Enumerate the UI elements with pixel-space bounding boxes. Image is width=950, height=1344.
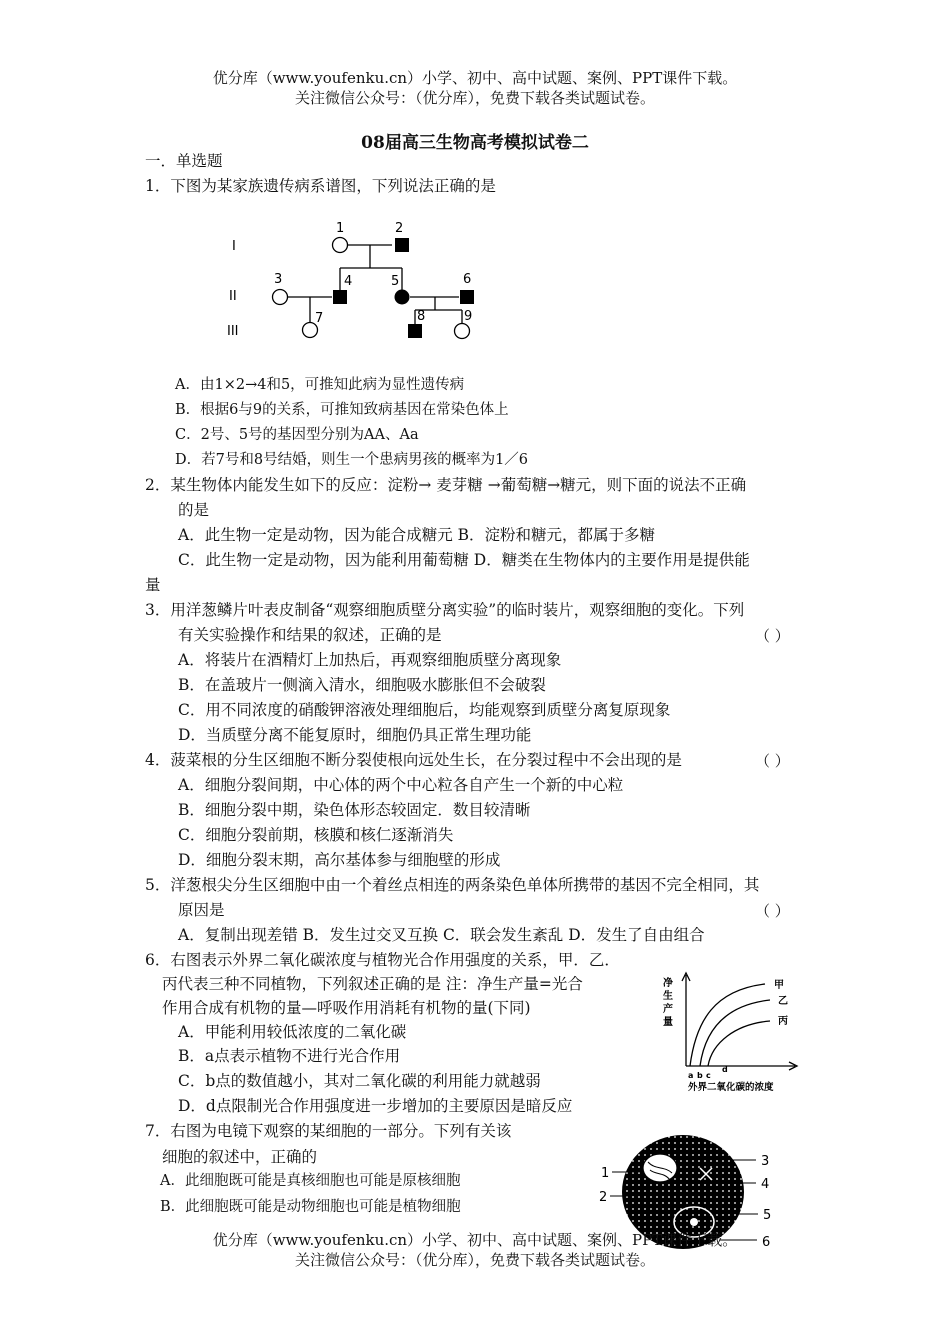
id-6: 6 (463, 272, 472, 287)
q6-stem-3: 作用合成有机物的量—呼吸作用消耗有机物的量(下同) (162, 999, 531, 1017)
chart-xlabel: 外界二氧化碳的浓度 (688, 1082, 774, 1093)
q3-stem-2: 有关实验操作和结果的叙述，正确的是 (178, 626, 442, 644)
q4-answer-paren: （ ） (755, 752, 790, 770)
q2-stem-1: 2．某生物体内能发生如下的反应：淀粉→ 麦芽糖 →葡萄糖→糖元，则下面的说法不正确 (145, 476, 747, 494)
id-5: 5 (391, 274, 400, 289)
x-tick-c: c (706, 1071, 711, 1080)
q4-option-a: A．细胞分裂间期，中心体的两个中心粒各自产生一个新的中心粒 (178, 776, 624, 794)
q3-stem-1: 3．用洋葱鳞片叶表皮制备“观察细胞质壁分离实验”的临时装片，观察细胞的变化。下列 (145, 601, 745, 619)
chart-ylabel-3: 产 (663, 1004, 673, 1015)
q1-stem: 1．下图为某家族遗传病系谱图，下列说法正确的是 (145, 177, 496, 195)
cell-label-6: 6 (762, 1235, 771, 1250)
id-1: 1 (336, 221, 345, 236)
cell-label-2: 2 (599, 1190, 608, 1205)
footer-line-2: 关注微信公众号：（优分库），免费下载各类试题试卷。 (294, 1251, 655, 1269)
id-7: 7 (315, 311, 324, 326)
id-3: 3 (274, 272, 283, 287)
gen-label-1: I (232, 239, 236, 254)
q5-stem-2: 原因是 (178, 901, 225, 919)
q2-options-cd: C．此生物一定是动物，因为能利用葡萄糖 D．糖类在生物体内的主要作用是提供能 (178, 551, 750, 569)
cell-label-1: 1 (601, 1166, 610, 1181)
chart-ylabel-1: 净 (663, 978, 673, 989)
header-line-2: 关注微信公众号：（优分库），免费下载各类试题试卷。 (294, 89, 655, 107)
q4-stem: 4．菠菜根的分生区细胞不断分裂使根向远处生长，在分裂过程中不会出现的是 (145, 751, 682, 769)
q4-option-b: B．细胞分裂中期，染色体形态较固定．数目较清晰 (178, 801, 531, 819)
x-tick-a: a (688, 1071, 694, 1080)
q6-stem-1: 6．右图表示外界二氧化碳浓度与植物光合作用强度的关系，甲．乙． (145, 951, 620, 969)
id-4: 4 (344, 274, 353, 289)
chart-ylabel-2: 生 (663, 991, 673, 1002)
q3-option-a: A．将装片在酒精灯上加热后，再观察细胞质壁分离现象 (178, 651, 562, 669)
q3-answer-paren: （ ） (755, 627, 790, 645)
q6-stem-2: 丙代表三种不同植物，下列叙述正确的是 注：净生产量=光合 (162, 975, 583, 993)
q4-option-d: D．细胞分裂末期，高尔基体参与细胞壁的形成 (178, 851, 501, 869)
q6-option-d: D．d点限制光合作用强度进一步增加的主要原因是暗反应 (178, 1097, 573, 1115)
q5-answer-paren: （ ） (755, 902, 790, 920)
q6-option-b: B．a点表示植物不进行光合作用 (178, 1047, 401, 1065)
nucleolus (690, 1218, 698, 1226)
gen-label-2: II (229, 289, 237, 304)
q2-stem-2: 的是 (178, 501, 210, 519)
q7-option-b: B．此细胞既可能是动物细胞也可能是植物细胞 (160, 1199, 461, 1215)
footer-line-1: 优分库（www.youfenku.cn）小学、初中、高中试题、案例、PPT课件下载。 (212, 1231, 738, 1249)
q1-option-d: D．若7号和8号结婚，则生一个患病男孩的概率为1／6 (175, 452, 529, 468)
series-label-jia: 甲 (774, 980, 784, 991)
id-8: 8 (417, 309, 426, 324)
q1-option-a: A．由1×2→4和5，可推知此病为显性遗传病 (175, 377, 465, 393)
chart-ylabel-4: 量 (663, 1017, 673, 1028)
q2-options-ab: A．此生物一定是动物，因为能合成糖元 B．淀粉和糖元，都属于多糖 (178, 526, 656, 544)
cell-label-5: 5 (763, 1208, 772, 1223)
section-heading: 一．单选题 (145, 152, 223, 170)
cell-label-4: 4 (761, 1177, 770, 1192)
q1-option-c: C．2号、5号的基因型分别为AA、Aa (175, 427, 419, 443)
header-line-1: 优分库（www.youfenku.cn）小学、初中、高中试题、案例、PPT课件下载。 (212, 69, 738, 87)
q3-option-b: B．在盖玻片一侧滴入清水，细胞吸水膨胀但不会破裂 (178, 676, 546, 694)
q5-stem-1: 5．洋葱根尖分生区细胞中由一个着丝点相连的两条染色单体所携带的基因不完全相同，其 (145, 876, 760, 894)
q6-option-a: A．甲能利用较低浓度的二氧化碳 (178, 1023, 407, 1041)
q6-option-c: C．b点的数值越小，其对二氧化碳的利用能力就越弱 (178, 1072, 541, 1090)
q7-stem-1: 7．右图为电镜下观察的某细胞的一部分。下列有关该 (145, 1122, 512, 1140)
q1-option-b: B．根据6与9的关系，可推知致病基因在常染色体上 (175, 402, 509, 418)
q5-options: A．复制出现差错 B．发生过交叉互换 C．联会发生紊乱 D．发生了自由组合 (178, 926, 705, 944)
x-tick-d: d (722, 1065, 728, 1074)
q7-stem-2: 细胞的叙述中，正确的 (162, 1148, 318, 1166)
q2-options-cd-cont: 量 (145, 576, 161, 594)
id-2: 2 (395, 221, 404, 236)
series-label-bing: 丙 (778, 1016, 788, 1027)
q3-option-c: C．用不同浓度的硝酸钾溶液处理细胞后，均能观察到质壁分离复原现象 (178, 701, 671, 719)
gen-label-3: III (227, 324, 239, 339)
x-tick-b: b (697, 1071, 703, 1080)
q3-option-d: D．当质壁分离不能复原时，细胞仍具正常生理功能 (178, 726, 532, 744)
series-label-yi: 乙 (778, 996, 788, 1007)
q4-option-c: C．细胞分裂前期，核膜和核仁逐渐消失 (178, 826, 454, 844)
cell-label-3: 3 (761, 1154, 770, 1169)
page-title: 08届高三生物高考模拟试卷二 (361, 133, 589, 153)
q7-option-a: A．此细胞既可能是真核细胞也可能是原核细胞 (160, 1173, 461, 1189)
id-9: 9 (464, 309, 473, 324)
